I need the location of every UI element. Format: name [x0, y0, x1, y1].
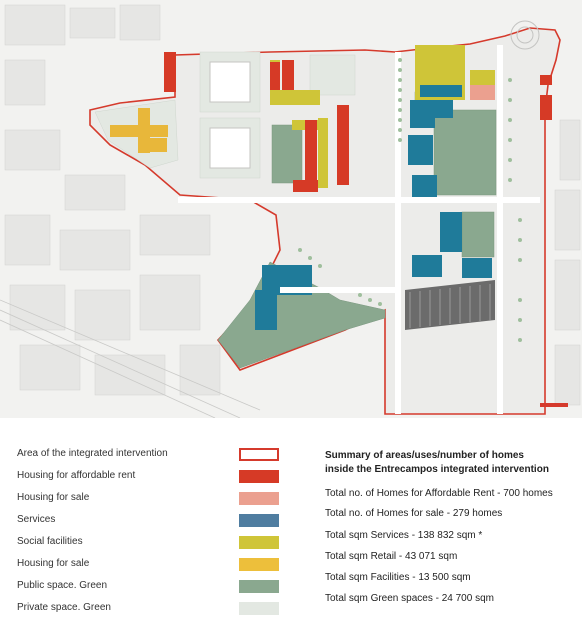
legend-swatch-housing-sale-yellow — [239, 558, 279, 571]
summary-line-services: Total sqm Services - 138 832 sqm * — [325, 530, 483, 541]
summary-title-line1: Summary of areas/uses/number of homes — [325, 450, 524, 461]
legend-swatch-private-green — [239, 602, 279, 615]
legend-label-intervention-area: Area of the integrated intervention — [17, 448, 168, 459]
legend-label-services: Services — [17, 514, 56, 525]
legend-swatch-services — [239, 514, 279, 527]
summary-line-sale: Total no. of Homes for sale - 279 homes — [325, 508, 503, 519]
legend-label-affordable-rent: Housing for affordable rent — [17, 470, 136, 481]
legend-label-social-facilities: Social facilities — [17, 536, 83, 547]
housing-for-sale-pink — [470, 85, 495, 100]
summary-line-facilities: Total sqm Facilities - 13 500 sqm — [325, 572, 471, 583]
legend-label-private-green: Private space. Green — [17, 602, 111, 613]
legend-swatch-public-green — [239, 580, 279, 593]
legend-swatch-intervention-area — [239, 448, 279, 461]
summary-line-green: Total sqm Green spaces - 24 700 sqm — [325, 593, 494, 604]
legend-label-housing-sale-pink: Housing for sale — [17, 492, 90, 503]
summary-line-affordable: Total no. of Homes for Affordable Rent - 700 homes — [325, 488, 553, 499]
legend-swatch-housing-sale-pink — [239, 492, 279, 505]
summary-title-line2: inside the Entrecampos integrated intervention — [325, 464, 549, 475]
legend-swatch-social-facilities — [239, 536, 279, 549]
summary-line-retail: Total sqm Retail - 43 071 sqm — [325, 551, 458, 562]
legend-swatch-affordable-rent — [239, 470, 279, 483]
scale-bar-icon — [540, 403, 568, 407]
legend-label-public-green: Public space. Green — [17, 580, 108, 591]
legend-label-housing-sale-yellow: Housing for sale — [17, 558, 90, 569]
legend-panel — [0, 418, 582, 624]
